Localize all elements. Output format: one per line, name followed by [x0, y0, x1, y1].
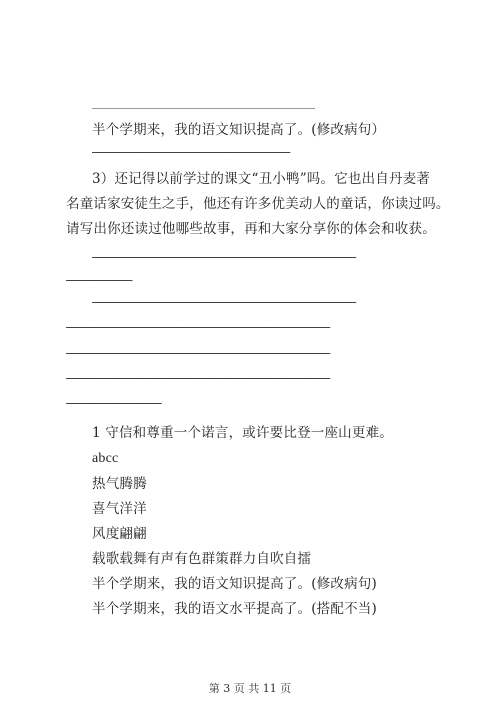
- sentence-correction-line: 半个学期来，我的语文知识提高了。(修改病句）: [92, 122, 386, 138]
- sentence-correction-line-2: 半个学期来，我的语文知识提高了。(修改病句): [92, 576, 377, 592]
- idiom-line-1: 热气腾腾: [92, 476, 147, 492]
- item-1-line: 1 守信和尊重一个诺言，或许要比登一座山更难。: [92, 425, 393, 441]
- page-footer: 第 3 页 共 11 页: [208, 682, 292, 695]
- abcc-label: abcc: [92, 451, 119, 466]
- question-3-line-1: 3）还记得以前学过的课文“丑小鸭”吗。它也出自丹麦著: [92, 171, 431, 187]
- answer-line: —————————: [66, 274, 132, 288]
- answer-line: ————————————————————————————————————: [66, 372, 330, 386]
- answer-line: ————————————————————————————————————: [66, 347, 330, 361]
- answer-line: ————————————————————————————————————: [92, 251, 356, 265]
- idiom-line-3: 风度翩翩: [92, 526, 147, 542]
- answer-line: ————————————————————————————————————: [66, 321, 330, 335]
- idiom-line-4: 载歌载舞有声有色群策群力自吹自擂: [92, 551, 312, 567]
- idiom-line-2: 喜气洋洋: [92, 501, 147, 517]
- top-divider: [92, 108, 315, 109]
- question-3-line-3: 请写出你还读过他哪些故事，再和大家分享你的体会和收获。: [66, 221, 436, 237]
- question-3-line-2: 名童话家安徒生之手，他还有许多优美动人的童话，你读过吗。: [66, 196, 450, 212]
- answer-line: —————————————: [66, 397, 162, 411]
- sentence-collocation-line: 半个学期来，我的语文水平提高了。(搭配不当): [92, 601, 377, 617]
- answer-line: ———————————————————————————: [92, 146, 290, 160]
- answer-line: ————————————————————————————————————: [92, 296, 356, 310]
